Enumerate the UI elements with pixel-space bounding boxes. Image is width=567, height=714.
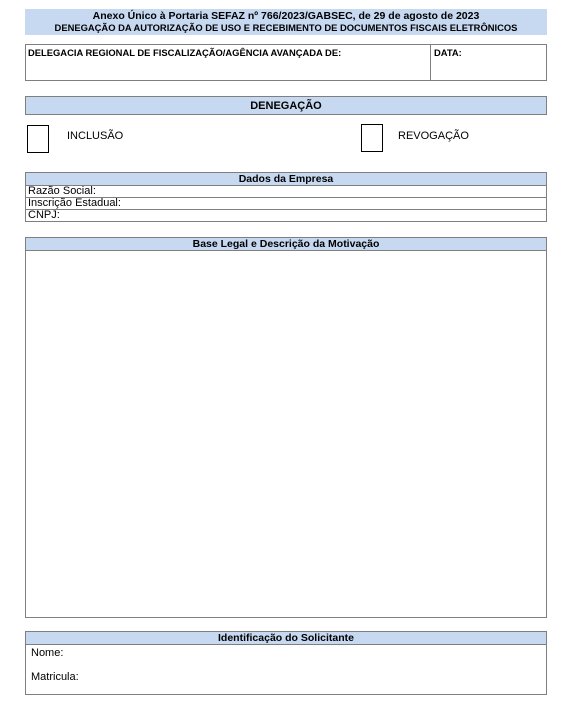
inscricao-estadual-field[interactable]: Inscrição Estadual:: [28, 197, 121, 209]
denegacao-header: DENEGAÇÃO: [25, 96, 547, 115]
inclusao-label: INCLUSÃO: [67, 130, 124, 142]
revogacao-checkbox[interactable]: [361, 124, 383, 152]
revogacao-label: REVOGAÇÃO: [398, 130, 469, 142]
base-legal-header: Base Legal e Descrição da Motivação: [26, 238, 546, 250]
delegacia-label: DELEGACIA REGIONAL DE FISCALIZAÇÃO/AGÊNCIA AVANÇADA DE:: [28, 47, 342, 58]
empresa-divider: [25, 185, 547, 186]
form-subtitle: DENEGAÇÃO DA AUTORIZAÇÃO DE USO E RECEBIMENTO DE DOCUMENTOS FISCAIS ELETRÔNICOS: [54, 22, 518, 33]
solicitante-header: Identificação do Solicitante: [26, 632, 546, 644]
date-label: DATA:: [434, 47, 462, 58]
empresa-divider: [25, 209, 547, 210]
base-legal-divider: [25, 250, 547, 251]
form-title: Anexo Único à Portaria SEFAZ nº 766/2023/GABSEC, de 29 de agosto de 2023: [92, 10, 480, 22]
delegacia-divider: [430, 44, 431, 81]
cnpj-field[interactable]: CNPJ:: [28, 209, 60, 221]
inclusao-checkbox[interactable]: [27, 125, 49, 153]
base-legal-section[interactable]: [25, 237, 547, 618]
form-title-header: [25, 9, 547, 35]
nome-field[interactable]: Nome:: [31, 647, 64, 659]
empresa-header: Dados da Empresa: [26, 173, 546, 185]
matricula-field[interactable]: Matricula:: [31, 671, 79, 683]
razao-social-field[interactable]: Razão Social:: [28, 185, 96, 197]
solicitante-divider: [25, 644, 547, 645]
